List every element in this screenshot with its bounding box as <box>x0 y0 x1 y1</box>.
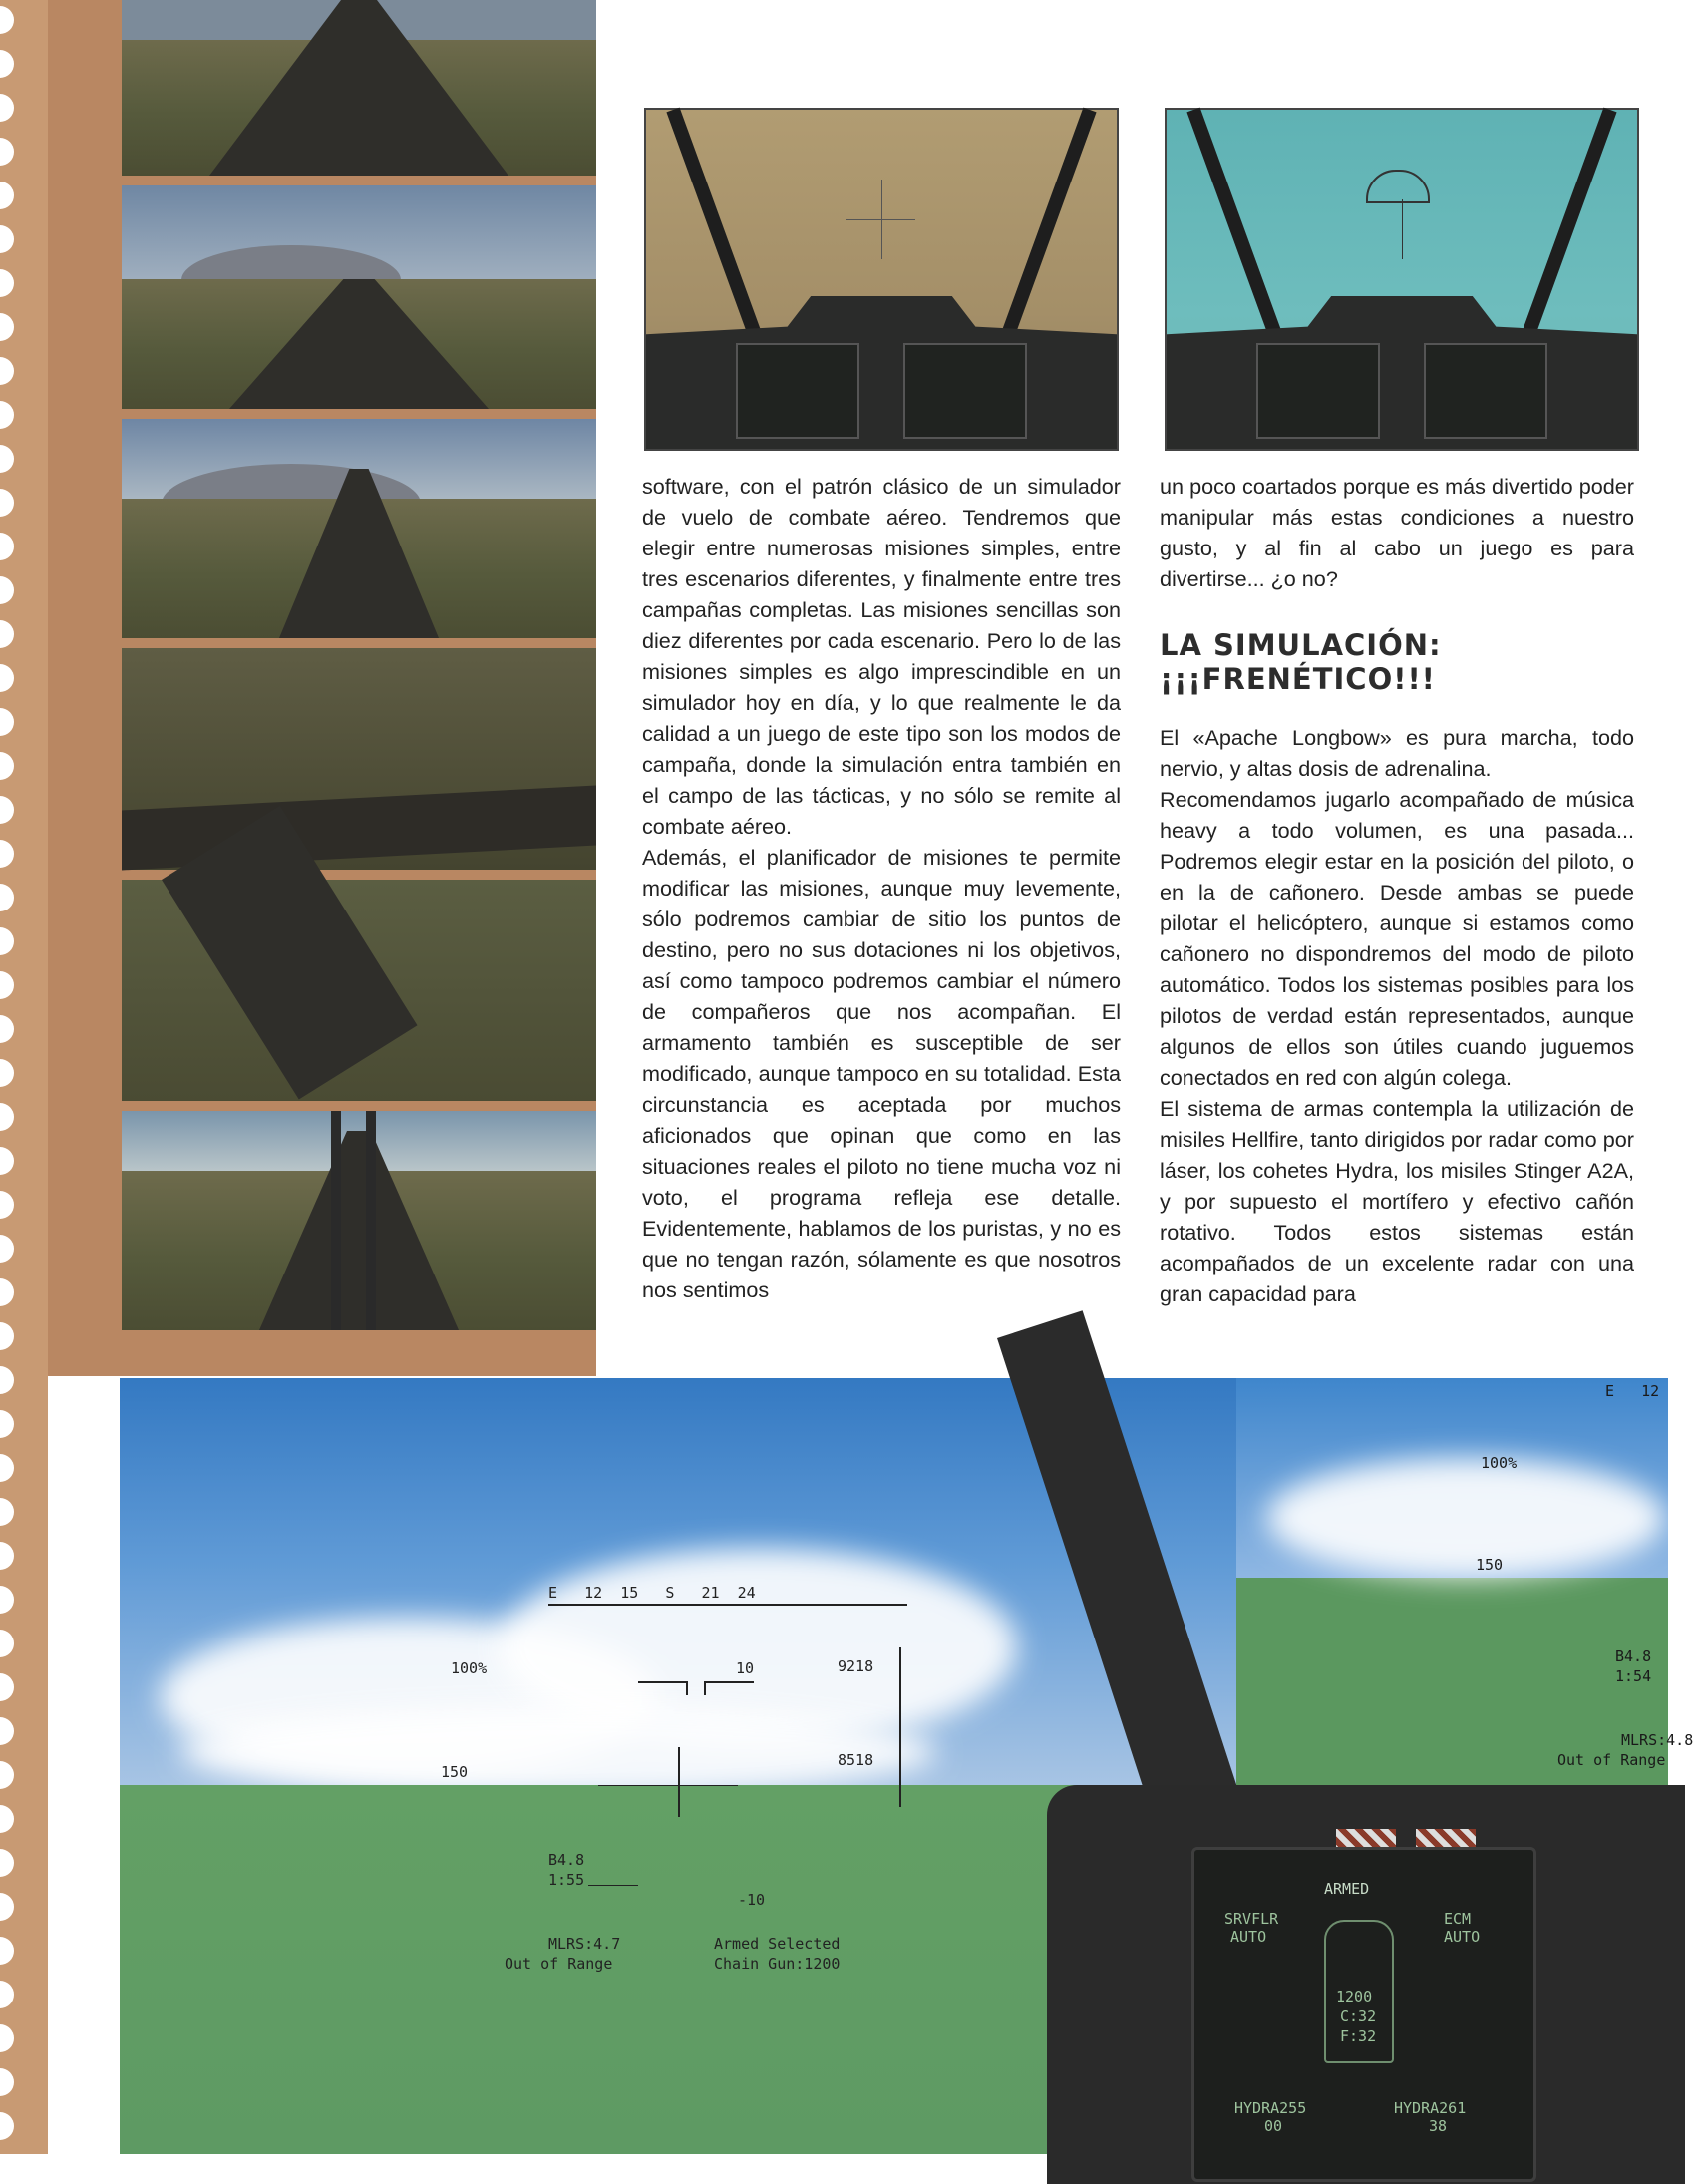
mfd-hydra-right-count: 38 <box>1429 2117 1448 2135</box>
mfd-right-mode: ECM <box>1444 1910 1472 1928</box>
film-frame <box>122 1111 596 1330</box>
perforation-notch <box>0 927 14 955</box>
perforation-notch <box>0 1498 14 1526</box>
speed-readout: 150 <box>441 1763 469 1781</box>
perforation-notch <box>0 313 14 341</box>
perforation-notch <box>0 620 14 648</box>
target-readout: MLRS:4.7 <box>548 1935 621 1953</box>
perforation-notch <box>0 1761 14 1789</box>
perforation-notch <box>0 1937 14 1965</box>
cockpit-screenshot-desert <box>644 108 1119 451</box>
section-heading <box>1160 628 1634 696</box>
film-frame <box>122 880 596 1101</box>
perforation-notch <box>0 225 14 253</box>
perforation-notch <box>0 138 14 166</box>
perforation-notch <box>0 1410 14 1438</box>
target-status: Out of Range <box>505 1955 613 1973</box>
mfd-right-auto: AUTO <box>1444 1928 1481 1946</box>
perforation-notch <box>0 1059 14 1087</box>
perforation-notch <box>0 2112 14 2140</box>
perforation-notch <box>0 1673 14 1701</box>
main-cockpit-screenshot <box>120 1378 1693 2154</box>
film-frame <box>122 185 596 409</box>
mfd-f-count: F:32 <box>1340 2027 1377 2045</box>
article-paragraph: El «Apache Longbow» es pura marcha, todo nervio, y altas dosis de adrenalina. <box>1160 725 1634 781</box>
mfd-left-mode: SRVFLR <box>1224 1910 1279 1928</box>
mfd-c-count: C:32 <box>1340 2007 1377 2025</box>
perforation-notch <box>0 971 14 999</box>
perforation-notch <box>0 1849 14 1877</box>
pitch-readout: 10 <box>736 1659 755 1677</box>
multi-function-display <box>1191 1847 1536 2182</box>
perforation-notch <box>0 1103 14 1131</box>
perforation-notch <box>0 1717 14 1745</box>
mfd-armed: ARMED <box>1324 1880 1370 1898</box>
perforation-notch <box>0 445 14 473</box>
film-edge <box>0 0 48 2154</box>
perforation-notch <box>0 1322 14 1350</box>
film-frame <box>122 0 596 176</box>
perforation-notch <box>0 269 14 297</box>
perforation-notch <box>0 50 14 78</box>
inset-target-status: Out of Range <box>1557 1751 1666 1769</box>
perforation-notch <box>0 1805 14 1833</box>
article-paragraph: El sistema de armas contempla la utilización de misiles Hellfire, tanto dirigidos por radar como por láser, los cohetes Hydra, los misiles Stinger A2A, y por supuesto el mortífero y efectivo cañón rotativo. Todos estos sistemas están acompañados de un excelente radar con una gran capacidad para <box>1160 1096 1634 1306</box>
pitch-negative: -10 <box>738 1891 766 1909</box>
mfd-hydra-left: HYDRA255 <box>1234 2099 1307 2117</box>
perforation-notch <box>0 884 14 911</box>
perforation-notch <box>0 489 14 517</box>
perforation-notch <box>0 1015 14 1043</box>
section-heading-line: ¡¡¡FRENÉTICO!!! <box>1160 662 1436 696</box>
inset-heading-scale: E 12 <box>1605 1382 1660 1400</box>
torque-readout: 100% <box>451 1659 488 1677</box>
weapon-status: Armed Selected <box>714 1935 841 1953</box>
article-paragraph: Recomendamos jugarlo acompañado de música heavy a todo volumen, es una pasada... Podremos elegir estar en la posición del piloto, o en la de cañonero. Desde ambas se puede pilotar el helicóptero, aunque si estamos como cañonero no dispondremos del modo de piloto automático. Todos los sistemas posibles para los pilotos de verdad están representados, aunque algunos de ellos son útiles cuando juguemos conectados en red con algún colega. <box>1160 787 1634 1090</box>
mfd-hydra-left-count: 00 <box>1264 2117 1283 2135</box>
perforation-notch <box>0 401 14 429</box>
cockpit-screenshot-sea <box>1165 108 1639 451</box>
inset-range: B4.8 <box>1615 1647 1652 1665</box>
inset-view <box>1236 1378 1693 1785</box>
section-heading-line: LA SIMULACIÓN: <box>1160 628 1442 662</box>
inset-target: MLRS:4.8 <box>1621 1731 1693 1749</box>
perforation-notch <box>0 1454 14 1482</box>
altitude-top: 9218 <box>838 1657 874 1675</box>
inset-torque: 100% <box>1481 1454 1518 1472</box>
inset-time: 1:54 <box>1615 1667 1652 1685</box>
article-paragraph: Además, el planificador de misiones te permite modificar las misiones, aunque muy levemente, sólo podremos cambiar de sitio los puntos de destino, pero no sus dotaciones ni los objetivos, así como tampoco podremos cambiar el número de compañeros que nos acompañan. El armamento también es susceptible de ser modificado, aunque tampoco en su totalidad. Esta circunstancia es aceptada por muchos aficionados que opinan que como en las situaciones reales el piloto no tiene mucha voz ni voto, el programa refleja ese detalle. Evidentemente, hablamos de los puristas, y no es que no tengan razón, sólamente es que nosotros nos sentimos <box>642 845 1121 1302</box>
mfd-hydra-right: HYDRA261 <box>1394 2099 1467 2117</box>
perforation-notch <box>0 1278 14 1306</box>
perforation-notch <box>0 6 14 34</box>
article-column-1 <box>642 471 1121 1305</box>
perforation-notch <box>0 752 14 780</box>
article-paragraph: software, con el patrón clásico de un simulador de vuelo de combate aéreo. Tendremos que elegir entre numerosas misiones simples, entre tres escenarios diferentes, y finalmente entre tres campañas completas. Las misiones sencillas son diez diferentes por cada escenario. Pero lo de las misiones simples es algo imprescindible en un simulador hoy en día, y lo que realmente le da calidad a un juego de este tipo son los modos de campaña, donde la simulación entra también en el campo de las tácticas, y no sólo se remite al combate aéreo. <box>642 474 1121 839</box>
range-readout: B4.8 <box>548 1851 585 1869</box>
mfd-gun-rounds: 1200 <box>1336 1988 1373 2005</box>
perforation-notch <box>0 1191 14 1219</box>
perforation-notch <box>0 1981 14 2008</box>
film-strip <box>48 0 596 1376</box>
perforation-notch <box>0 1586 14 1614</box>
inset-speed: 150 <box>1476 1556 1504 1574</box>
perforation-notch <box>0 796 14 824</box>
perforation-notch <box>0 357 14 385</box>
heading-scale: E 12 15 S 21 24 <box>548 1584 756 1602</box>
time-readout: 1:55 <box>548 1871 585 1889</box>
film-frame <box>122 648 596 870</box>
perforation-notch <box>0 1147 14 1175</box>
perforation-notch <box>0 2068 14 2096</box>
weapon-readout: Chain Gun:1200 <box>714 1955 841 1973</box>
perforation-notch <box>0 533 14 560</box>
film-frame <box>122 419 596 638</box>
article-paragraph: un poco coartados porque es más divertido poder manipular más estas condiciones a nuestro gusto, y al fin al cabo un juego es para divertirse... ¿o no? <box>1160 474 1634 591</box>
perforation-notch <box>0 708 14 736</box>
perforation-notch <box>0 1235 14 1263</box>
perforation-notch <box>0 576 14 604</box>
perforation-notch <box>0 1630 14 1657</box>
perforation-notch <box>0 1893 14 1921</box>
perforation-notch <box>0 840 14 868</box>
perforation-notch <box>0 664 14 692</box>
mfd-left-auto: AUTO <box>1230 1928 1267 1946</box>
article-column-2 <box>1160 471 1634 1309</box>
perforation-notch <box>0 1366 14 1394</box>
altitude-bottom: 8518 <box>838 1751 874 1769</box>
perforation-notch <box>0 182 14 209</box>
perforation-notch <box>0 94 14 122</box>
perforation-notch <box>0 1542 14 1570</box>
perforation-notch <box>0 2024 14 2052</box>
